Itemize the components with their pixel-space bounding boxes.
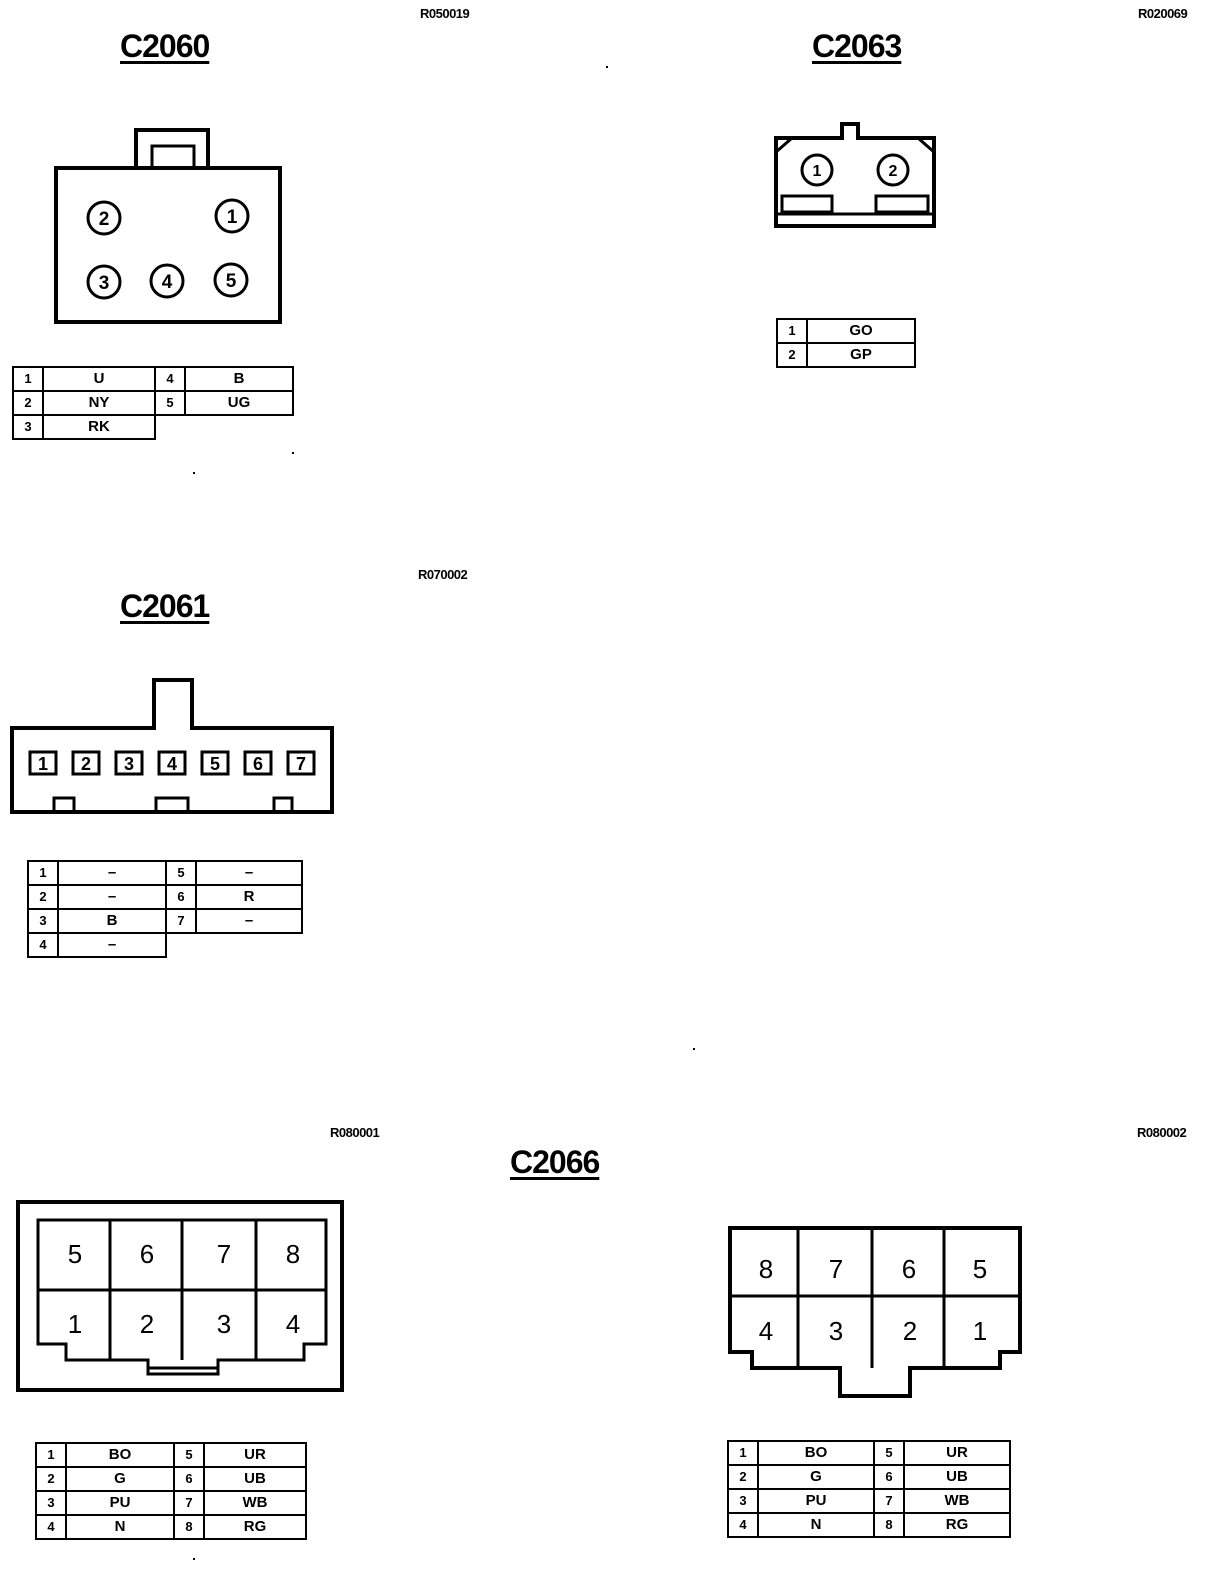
wire-color: G (66, 1467, 174, 1491)
pin-number: 4 (155, 367, 185, 391)
c2066-right-pin-label: 8 (758, 1254, 774, 1284)
c2066-right-pin-label: 4 (758, 1316, 774, 1346)
wire-color: UB (904, 1465, 1010, 1489)
c2063-pin-1 (802, 155, 832, 185)
pin-number: 4 (728, 1513, 758, 1537)
c2060-pin-label: 3 (98, 273, 110, 294)
pin-number: 7 (166, 909, 196, 933)
wire-color: U (43, 367, 155, 391)
table-row (728, 1465, 1010, 1489)
table-row (728, 1489, 1010, 1513)
pin-number: 8 (174, 1515, 204, 1539)
scan-speck (292, 452, 294, 454)
c2060-pin-1 (216, 200, 248, 232)
table-row (728, 1513, 1010, 1537)
pin-number: 5 (174, 1443, 204, 1467)
connector-c2061-face (12, 680, 332, 812)
c2060-pin-2 (88, 202, 120, 234)
connector-title-c2061: C2061 (120, 588, 210, 624)
c2060-pin-label: 5 (225, 271, 237, 292)
pin-number: 1 (36, 1443, 66, 1467)
c2060-pin-3 (88, 266, 120, 298)
scan-speck (606, 66, 608, 68)
wire-color: PU (758, 1489, 874, 1513)
c2061-pin-label: 7 (295, 754, 307, 774)
pin-number: 5 (874, 1441, 904, 1465)
table-row (36, 1467, 306, 1491)
pin-number: 6 (166, 885, 196, 909)
c2066-right-pin-label: 6 (901, 1254, 917, 1284)
c2066-left-pin-label: 4 (285, 1309, 301, 1339)
connector-c2060-face (56, 130, 280, 322)
c2066-left-pin-label: 1 (67, 1309, 83, 1339)
connector-c2063-face (776, 124, 934, 226)
table-row (777, 343, 915, 367)
table-row (28, 885, 302, 909)
c2063-pin-label: 2 (888, 163, 898, 180)
scan-speck (193, 1558, 195, 1560)
c2063-pin-label: 1 (812, 163, 822, 180)
pin-table-c2066-left (35, 1442, 307, 1540)
pin-number: 7 (174, 1491, 204, 1515)
pin-number: 4 (36, 1515, 66, 1539)
c2066-left-pin-label: 8 (285, 1239, 301, 1269)
wire-color: NY (43, 391, 155, 415)
c2061-pin-label: 3 (123, 754, 135, 774)
table-row (36, 1515, 306, 1539)
pin-table-c2061 (27, 860, 303, 958)
ref-code-c2063: R020069 (1138, 6, 1188, 21)
wire-color: RG (904, 1513, 1010, 1537)
wire-color: PU (66, 1491, 174, 1515)
wire-color: – (58, 933, 166, 957)
pin-number: 7 (874, 1489, 904, 1513)
pin-number: 2 (28, 885, 58, 909)
wire-color: N (758, 1513, 874, 1537)
c2066-right-pin-label: 1 (972, 1316, 988, 1346)
table-row (28, 861, 302, 885)
pin-number: 2 (728, 1465, 758, 1489)
wire-color: WB (204, 1491, 306, 1515)
wire-color: R (196, 885, 302, 909)
c2060-pin-5 (215, 264, 247, 296)
c2061-pin-label: 2 (80, 754, 92, 774)
connector-title-c2063: C2063 (812, 28, 902, 64)
wire-color: B (58, 909, 166, 933)
pin-number: 6 (174, 1467, 204, 1491)
c2061-pin-3 (116, 752, 142, 774)
c2066-left-pin-label: 6 (139, 1239, 155, 1269)
scan-speck (193, 472, 195, 474)
wire-color: RG (204, 1515, 306, 1539)
c2066-right-pin-label: 2 (902, 1316, 918, 1346)
c2061-pin-label: 4 (166, 754, 178, 774)
pin-number: 1 (777, 319, 807, 343)
wire-color: UR (204, 1443, 306, 1467)
wire-color: UB (204, 1467, 306, 1491)
wire-color: BO (758, 1441, 874, 1465)
pin-number: 3 (28, 909, 58, 933)
table-row (728, 1441, 1010, 1465)
scan-speck (693, 1048, 695, 1050)
c2066-left-pin-label: 7 (216, 1239, 232, 1269)
table-row (28, 933, 302, 957)
c2066-right-pin-label: 5 (972, 1254, 988, 1284)
pin-number: 3 (36, 1491, 66, 1515)
pin-number: 3 (728, 1489, 758, 1513)
table-row (13, 415, 293, 439)
ref-code-c2066-right: R080002 (1137, 1125, 1187, 1140)
table-row (777, 319, 915, 343)
table-row (36, 1491, 306, 1515)
c2063-pin-2 (878, 155, 908, 185)
pin-number: 1 (13, 367, 43, 391)
wire-color: GP (807, 343, 915, 367)
c2061-pin-label: 1 (37, 754, 49, 774)
wire-color: RK (43, 415, 155, 439)
wire-color: GO (807, 319, 915, 343)
wire-color: – (58, 885, 166, 909)
wire-color: WB (904, 1489, 1010, 1513)
pin-number: 1 (728, 1441, 758, 1465)
wire-color: G (758, 1465, 874, 1489)
c2061-pin-4 (159, 752, 185, 774)
connector-c2066-right-face (730, 1228, 1020, 1396)
c2061-pin-6 (245, 752, 271, 774)
c2061-pin-label: 5 (209, 754, 221, 774)
pin-number: 4 (28, 933, 58, 957)
ref-code-c2061: R070002 (418, 567, 468, 582)
c2066-left-pin-label: 5 (67, 1239, 83, 1269)
c2066-left-pin-label: 3 (216, 1309, 232, 1339)
wire-color: B (185, 367, 293, 391)
ref-code-c2066-left: R080001 (330, 1125, 380, 1140)
pin-number: 6 (874, 1465, 904, 1489)
c2060-pin-label: 4 (161, 272, 173, 293)
pin-table-c2060 (12, 366, 294, 440)
c2066-right-pin-label: 3 (828, 1316, 844, 1346)
c2060-pin-label: 2 (98, 209, 110, 230)
ref-code-c2060: R050019 (420, 6, 470, 21)
c2061-pin-2 (73, 752, 99, 774)
table-row (13, 367, 293, 391)
c2061-pin-7 (288, 752, 314, 774)
c2066-left-pin-label: 2 (139, 1309, 155, 1339)
wire-color: UR (904, 1441, 1010, 1465)
wire-color: – (196, 861, 302, 885)
connector-title-c2066: C2066 (510, 1144, 600, 1180)
pin-number: 3 (13, 415, 43, 439)
c2061-pin-5 (202, 752, 228, 774)
pin-number: 2 (13, 391, 43, 415)
wire-color: UG (185, 391, 293, 415)
table-row (28, 909, 302, 933)
table-row (36, 1443, 306, 1467)
connector-c2066-left-face (18, 1202, 342, 1390)
table-row (13, 391, 293, 415)
wire-color: – (58, 861, 166, 885)
wire-color: N (66, 1515, 174, 1539)
pin-number: 8 (874, 1513, 904, 1537)
c2061-pin-label: 6 (252, 754, 264, 774)
c2066-right-pin-label: 7 (828, 1254, 844, 1284)
pin-number: 1 (28, 861, 58, 885)
pin-number: 5 (166, 861, 196, 885)
c2061-pin-1 (30, 752, 56, 774)
wire-color: – (196, 909, 302, 933)
pin-number: 2 (777, 343, 807, 367)
c2060-pin-label: 1 (226, 207, 238, 228)
wire-color: BO (66, 1443, 174, 1467)
pin-table-c2066-right (727, 1440, 1011, 1538)
connector-title-c2060: C2060 (120, 28, 210, 64)
pin-table-c2063 (776, 318, 916, 368)
pin-number: 2 (36, 1467, 66, 1491)
c2060-pin-4 (151, 265, 183, 297)
pin-number: 5 (155, 391, 185, 415)
